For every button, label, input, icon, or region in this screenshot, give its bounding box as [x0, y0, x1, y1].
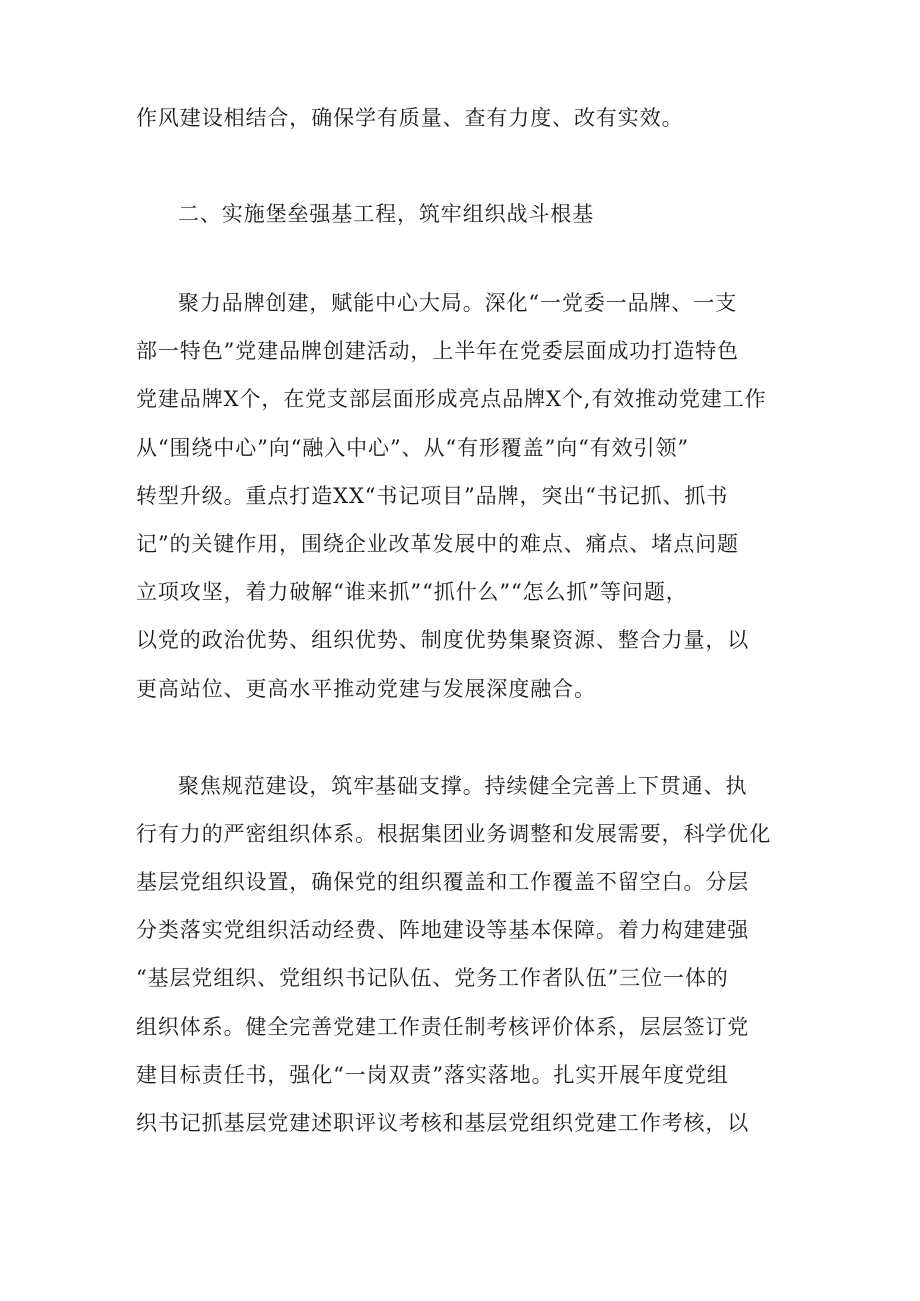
paragraph-line: 基层党组织设置，确保党的组织覆盖和工作覆盖不留空白。分层: [136, 870, 750, 894]
paragraph-line: 行有力的严密组织体系。根据集团业务调整和发展需要，科学优化: [136, 822, 772, 846]
paragraph-line: 分类落实党组织活动经费、阵地建设等基本保障。着力构建建强: [136, 918, 750, 942]
paragraph-line: 立项攻坚，着力破解“谁来抓”“抓什么”“怎么抓”等问题，: [136, 580, 688, 604]
paragraph-line: 以党的政治优势、组织优势、制度优势集聚资源、整合力量，以: [136, 628, 750, 652]
paragraph-line: 聚力品牌创建，赋能中心大局。深化“一党委一品牌、一支: [178, 291, 738, 315]
paragraph-line: 党建品牌X个，在党支部层面形成亮点品牌X个,有效推动党建工作: [136, 387, 767, 411]
paragraph-line: 组织体系。健全完善党建工作责任制考核评价体系，层层签订党: [136, 1015, 750, 1039]
paragraph-line: “基层党组织、党组织书记队伍、党务工作者队伍”三位一体的: [136, 966, 729, 990]
paragraph-line: 建目标责任书，强化“一岗双责”落实落地。扎实开展年度党组: [136, 1063, 729, 1087]
paragraph-line: 更高站位、更高水平推动党建与发展深度融合。: [136, 677, 596, 701]
paragraph-line: 记”的关键作用，围绕企业改革发展中的难点、痛点、堵点问题: [136, 532, 739, 556]
paragraph-line: 聚焦规范建设，筑牢基础支撑。持续健全完善上下贯通、执: [178, 774, 748, 798]
intro-line: 作风建设相结合，确保学有质量、查有力度、改有实效。: [136, 106, 684, 130]
paragraph-line: 织书记抓基层党建述职评议考核和基层党组织党建工作考核，以: [136, 1111, 750, 1135]
paragraph-line: 转型升级。重点打造XX“书记项目”品牌，突出“书记抓、抓书: [136, 484, 729, 508]
section-heading: 二、实施堡垒强基工程，筑牢组织战斗根基: [178, 202, 595, 226]
paragraph-line: 从“围绕中心”向“融入中心”、从“有形覆盖”向“有效引领”: [136, 436, 689, 460]
paragraph-line: 部一特色”党建品牌创建活动，上半年在党委层面成功打造特色: [136, 339, 739, 363]
